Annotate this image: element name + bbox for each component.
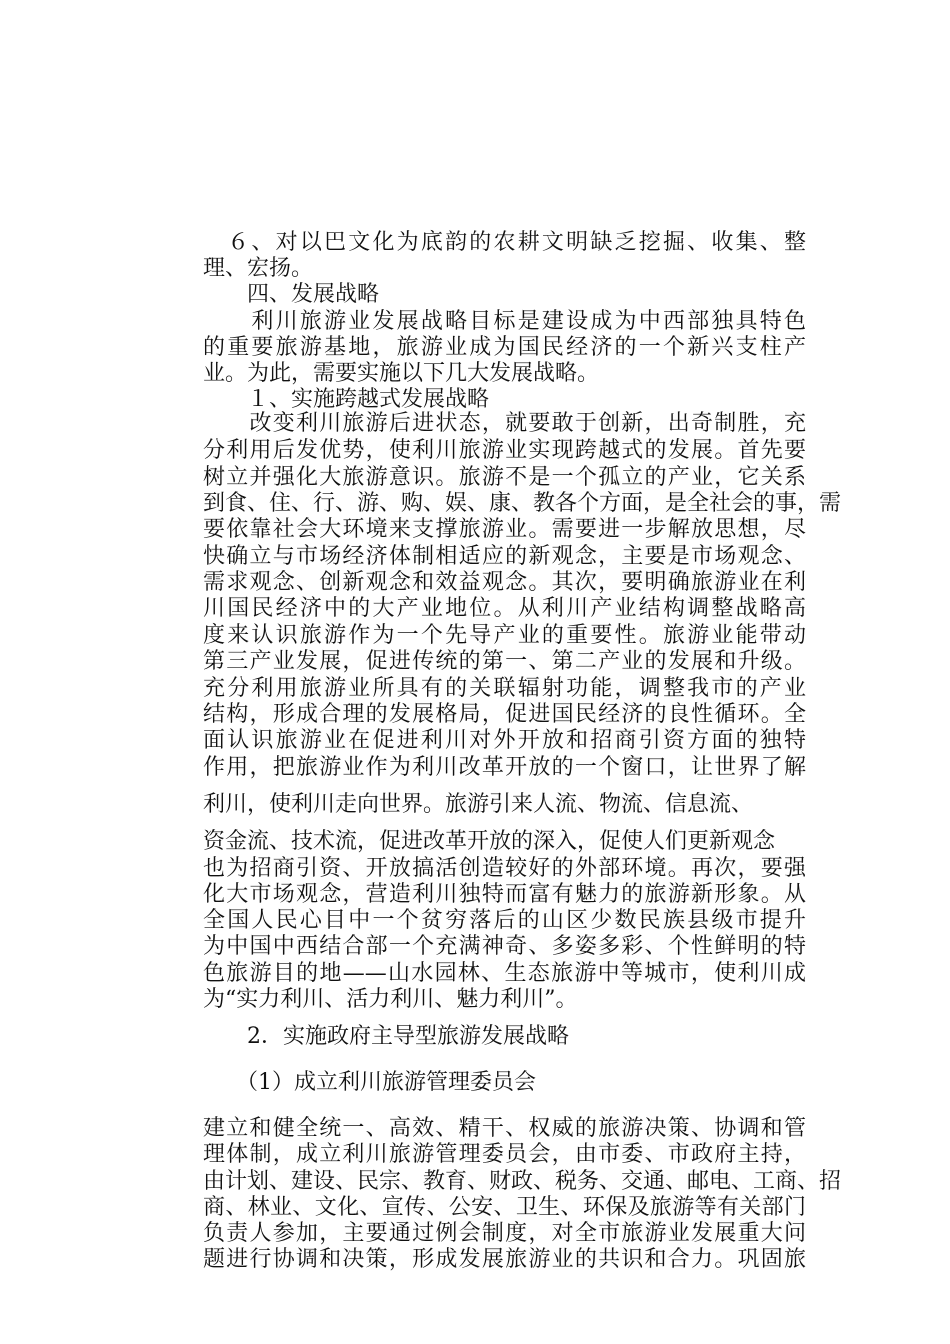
text-line: ６、对以巴文化为底韵的农耕文明缺乏挖掘、收集、整 [203, 230, 806, 255]
text-line: 为中国中西结合部一个充满神奇、多姿多彩、个性鲜明的特 [203, 934, 806, 959]
subsection-heading: （1）成立利川旅游管理委员会 [203, 1070, 536, 1095]
text-line: 作用，把旅游业作为利川改革开放的一个窗口，让世界了解 [203, 755, 806, 780]
text-line: 利川，使利川走向世界。旅游引来人流、物流、信息流、 [203, 792, 754, 817]
text-line: 度来认识旅游作为一个先导产业的重要性。旅游业能带动 [203, 623, 806, 648]
text-line: 资金流、技术流，促进改革开放的深入，促使人们更新观念 [203, 829, 776, 854]
text-line: 也为招商引资、开放搞活创造较好的外部环境。再次，要强 [203, 856, 806, 881]
text-line: 利川旅游业发展战略目标是建设成为中西部独具特色 [203, 309, 806, 334]
subsection-heading: 2．实施政府主导型旅游发展战略 [203, 1024, 569, 1049]
section-heading: 四、发展战略 [203, 282, 380, 307]
text-line: 结构，形成合理的发展格局，促进国民经济的良性循环。全 [203, 702, 806, 727]
text-line: 负责人参加，主要通过例会制度，对全市旅游业发展重大问 [203, 1221, 806, 1246]
text-line: 改变利川旅游后进状态，就要敢于创新，出奇制胜，充 [203, 411, 806, 436]
text-line: 化大市场观念，营造利川独特而富有魅力的旅游新形象。从 [203, 882, 806, 907]
text-line: 题进行协调和决策，形成发展旅游业的共识和合力。巩固旅 [203, 1247, 806, 1272]
text-line: 为“实力利川、活力利川、魅力利川”。 [203, 987, 578, 1012]
text-line: 分利用后发优势，使利川旅游业实现跨越式的发展。首先要 [203, 438, 806, 463]
text-line: 到食、住、行、游、购、娱、康、教各个方面，是全社会的事，需 [203, 491, 842, 516]
text-line: 要依靠社会大环境来支撑旅游业。需要进一步解放思想，尽 [203, 517, 806, 542]
text-line: 理体制，成立利川旅游管理委员会，由市委、市政府主持， [203, 1142, 806, 1167]
text-line: 理、宏扬。 [203, 256, 314, 281]
text-line: 色旅游目的地——山水园林、生态旅游中等城市，使利川成 [203, 961, 806, 986]
text-line: 的重要旅游基地，旅游业成为国民经济的一个新兴支柱产 [203, 335, 806, 360]
text-line: 树立并强化大旅游意识。旅游不是一个孤立的产业，它关系 [203, 465, 806, 490]
text-line: 需求观念、创新观念和效益观念。其次，要明确旅游业在利 [203, 570, 806, 595]
text-line: 川国民经济中的大产业地位。从利川产业结构调整战略高 [203, 596, 806, 621]
text-line: 业。为此，需要实施以下几大发展战略。 [203, 361, 600, 386]
text-line: 第三产业发展，促进传统的第一、第二产业的发展和升级。 [203, 649, 806, 674]
text-line: 建立和健全统一、高效、精干、权威的旅游决策、协调和管 [203, 1116, 806, 1141]
text-line: 快确立与市场经济体制相适应的新观念，主要是市场观念、 [203, 544, 806, 569]
text-line: 面认识旅游业在促进利川对外开放和招商引资方面的独特 [203, 728, 806, 753]
text-line: 充分利用旅游业所具有的关联辐射功能，调整我市的产业 [203, 676, 806, 701]
subsection-heading: １、实施跨越式发展战略 [203, 387, 490, 412]
text-line: 全国人民心目中一个贫穷落后的山区少数民族县级市提升 [203, 908, 806, 933]
text-line: 商、林业、文化、宣传、公安、卫生、环保及旅游等有关部门 [203, 1195, 806, 1220]
text-line: 由计划、建设、民宗、教育、财政、税务、交通、邮电、工商、招 [203, 1169, 842, 1194]
